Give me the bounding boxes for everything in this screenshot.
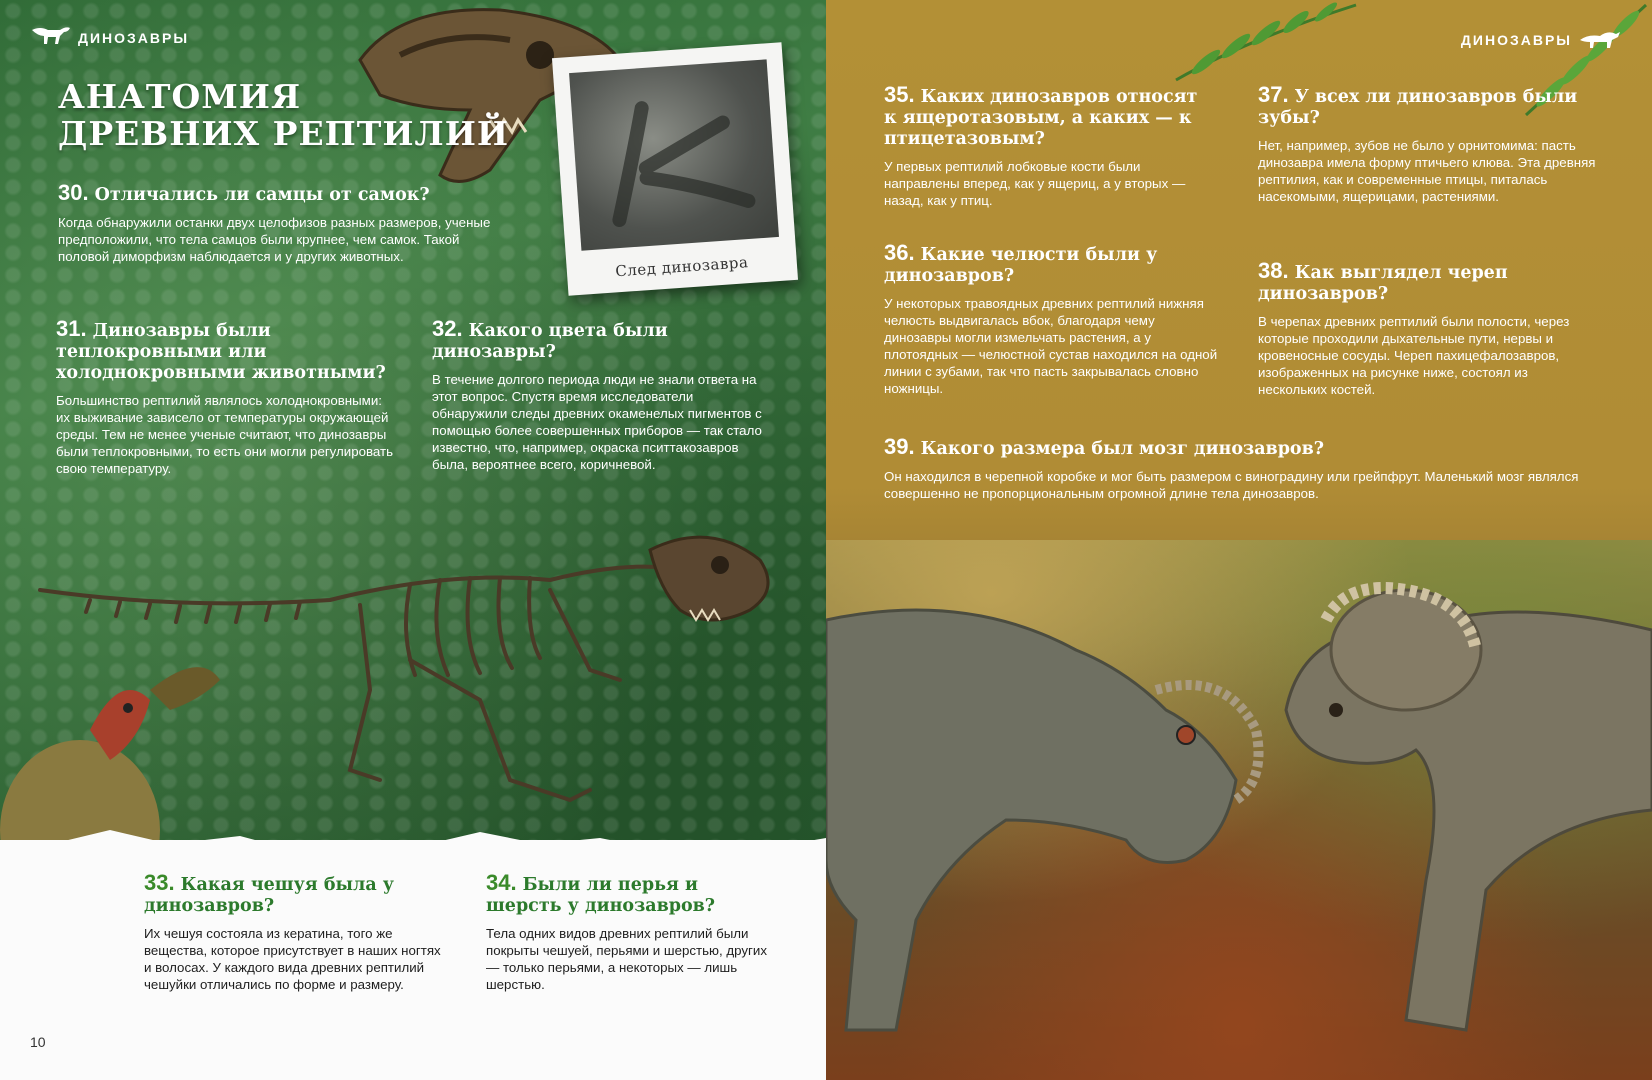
question-number: 37. <box>1258 82 1289 107</box>
question-title: Динозавры были теплокровными или холоднокровными животными? <box>56 321 386 383</box>
footprint-photo <box>569 59 779 250</box>
question-title: Как выглядел череп динозавров? <box>1258 263 1508 304</box>
question-body: В течение долгого периода люди не знали ответа на этот вопрос. Спустя время исследователи обнаружили следы древних окаменелых пигментов с помощью более совершенных приборов — так стало известно, что, например, окраска пситтакозавров была, вероятнее всего, коричневой. <box>432 372 762 472</box>
section-header: ДИНОЗАВРЫ <box>1460 32 1572 48</box>
question-body: В черепах древних рептилий были полости, через которые проходили дыхательные пути, нервы и кровеносные сосуды. Череп пахицефалозавров, изображенных на рисунке ниже, состоял из нескольких костей. <box>1258 314 1570 397</box>
page-title <box>58 78 509 152</box>
question-body: Нет, например, зубов не было у орнитомима: пасть динозавра имела форму птичьего клюва. Эта древняя рептилия, как и современные птицы, питалась насекомыми, ящерицами, растениями. <box>1258 138 1596 204</box>
question-body: Когда обнаружили останки двух целофизов разных размеров, ученые предположили, что тела самцов были крупнее, чем самок. Такой половой диморфизм наблюдается и у других животных. <box>58 215 491 264</box>
question-31 <box>56 318 396 477</box>
question-number: 38. <box>1258 258 1289 283</box>
question-37 <box>1258 84 1598 205</box>
triceratops-icon <box>1578 28 1622 50</box>
torn-paper-edge <box>0 800 826 870</box>
question-number: 36. <box>884 240 915 265</box>
question-number: 35. <box>884 82 915 107</box>
question-number: 30. <box>58 180 89 205</box>
title-line-2: ДРЕВНИХ РЕПТИЛИЙ <box>58 114 510 153</box>
question-36 <box>884 242 1224 397</box>
dinosaur-icon <box>30 24 72 46</box>
question-30 <box>58 182 508 265</box>
question-body: У первых рептилий лобковые кости были направлены вперед, как у ящериц, а у вторых — назад, как у птиц. <box>884 159 1186 208</box>
footprint-icon <box>569 59 779 250</box>
footprint-polaroid <box>552 42 798 295</box>
question-body: Он находился в черепной коробке и мог быть размером с виноградину или грейпфрут. Маленький мозг являлся совершенно не пропорциональным огромной длине тела динозавров. <box>884 469 1579 501</box>
question-title: Были ли перья и шерсть у динозавров? <box>486 875 716 916</box>
question-title: Какого размера был мозг динозавров? <box>920 439 1325 459</box>
question-body: У некоторых травоядных древних рептилий нижняя челюсть выдвигалась вбок, благодаря чему динозавры могли измельчать растения, а у плотоядных — челюстной сустав находился на одной линии с зубами, так что пасть закрывалась словно ножницы. <box>884 296 1218 396</box>
photo-caption: След динозавра <box>614 253 749 281</box>
pachycephalosaurus-image <box>826 560 1652 1080</box>
question-33 <box>144 872 444 993</box>
question-title: Какая чешуя была у динозавров? <box>144 875 395 916</box>
question-34 <box>486 872 776 993</box>
fern-leaf-image <box>1166 0 1366 90</box>
question-number: 33. <box>144 870 175 895</box>
question-number: 34. <box>486 870 517 895</box>
question-body: Их чешуя состояла из кератина, того же вещества, которое присутствует в наших ногтях и волосах. У каждого вида древних рептилий чешуйки отличались по форме и размеру. <box>144 926 441 992</box>
title-line-1: АНАТОМИЯ <box>58 77 302 116</box>
page-number: 10 <box>30 1034 46 1050</box>
question-32 <box>432 318 772 473</box>
question-38 <box>1258 260 1598 398</box>
section-header: ДИНОЗАВРЫ <box>78 30 190 46</box>
question-body: Большинство рептилий являлось холоднокровными: их выживание зависело от температуры окружающей среды. Тем не менее ученые считают, что динозавры были теплокровными, то есть они могли регулировать свою температуру. <box>56 393 394 476</box>
right-page <box>826 0 1652 1080</box>
question-number: 31. <box>56 316 87 341</box>
question-39 <box>884 436 1584 502</box>
question-title: Отличались ли самцы от самок? <box>94 185 430 205</box>
question-body: Тела одних видов древних рептилий были покрыты чешуей, перьями и шерстью, других — только перьями, а некоторых — лишь шерстью. <box>486 926 767 992</box>
question-number: 39. <box>884 434 915 459</box>
question-title: Какие челюсти были у динозавров? <box>884 245 1158 286</box>
question-35 <box>884 84 1204 209</box>
question-title: Какого цвета были динозавры? <box>432 321 668 362</box>
question-number: 32. <box>432 316 463 341</box>
question-title: У всех ли динозавров были зубы? <box>1258 87 1578 128</box>
question-title: Каких динозавров относят к ящеротазовым, а каких — к птицетазовым? <box>884 87 1198 149</box>
